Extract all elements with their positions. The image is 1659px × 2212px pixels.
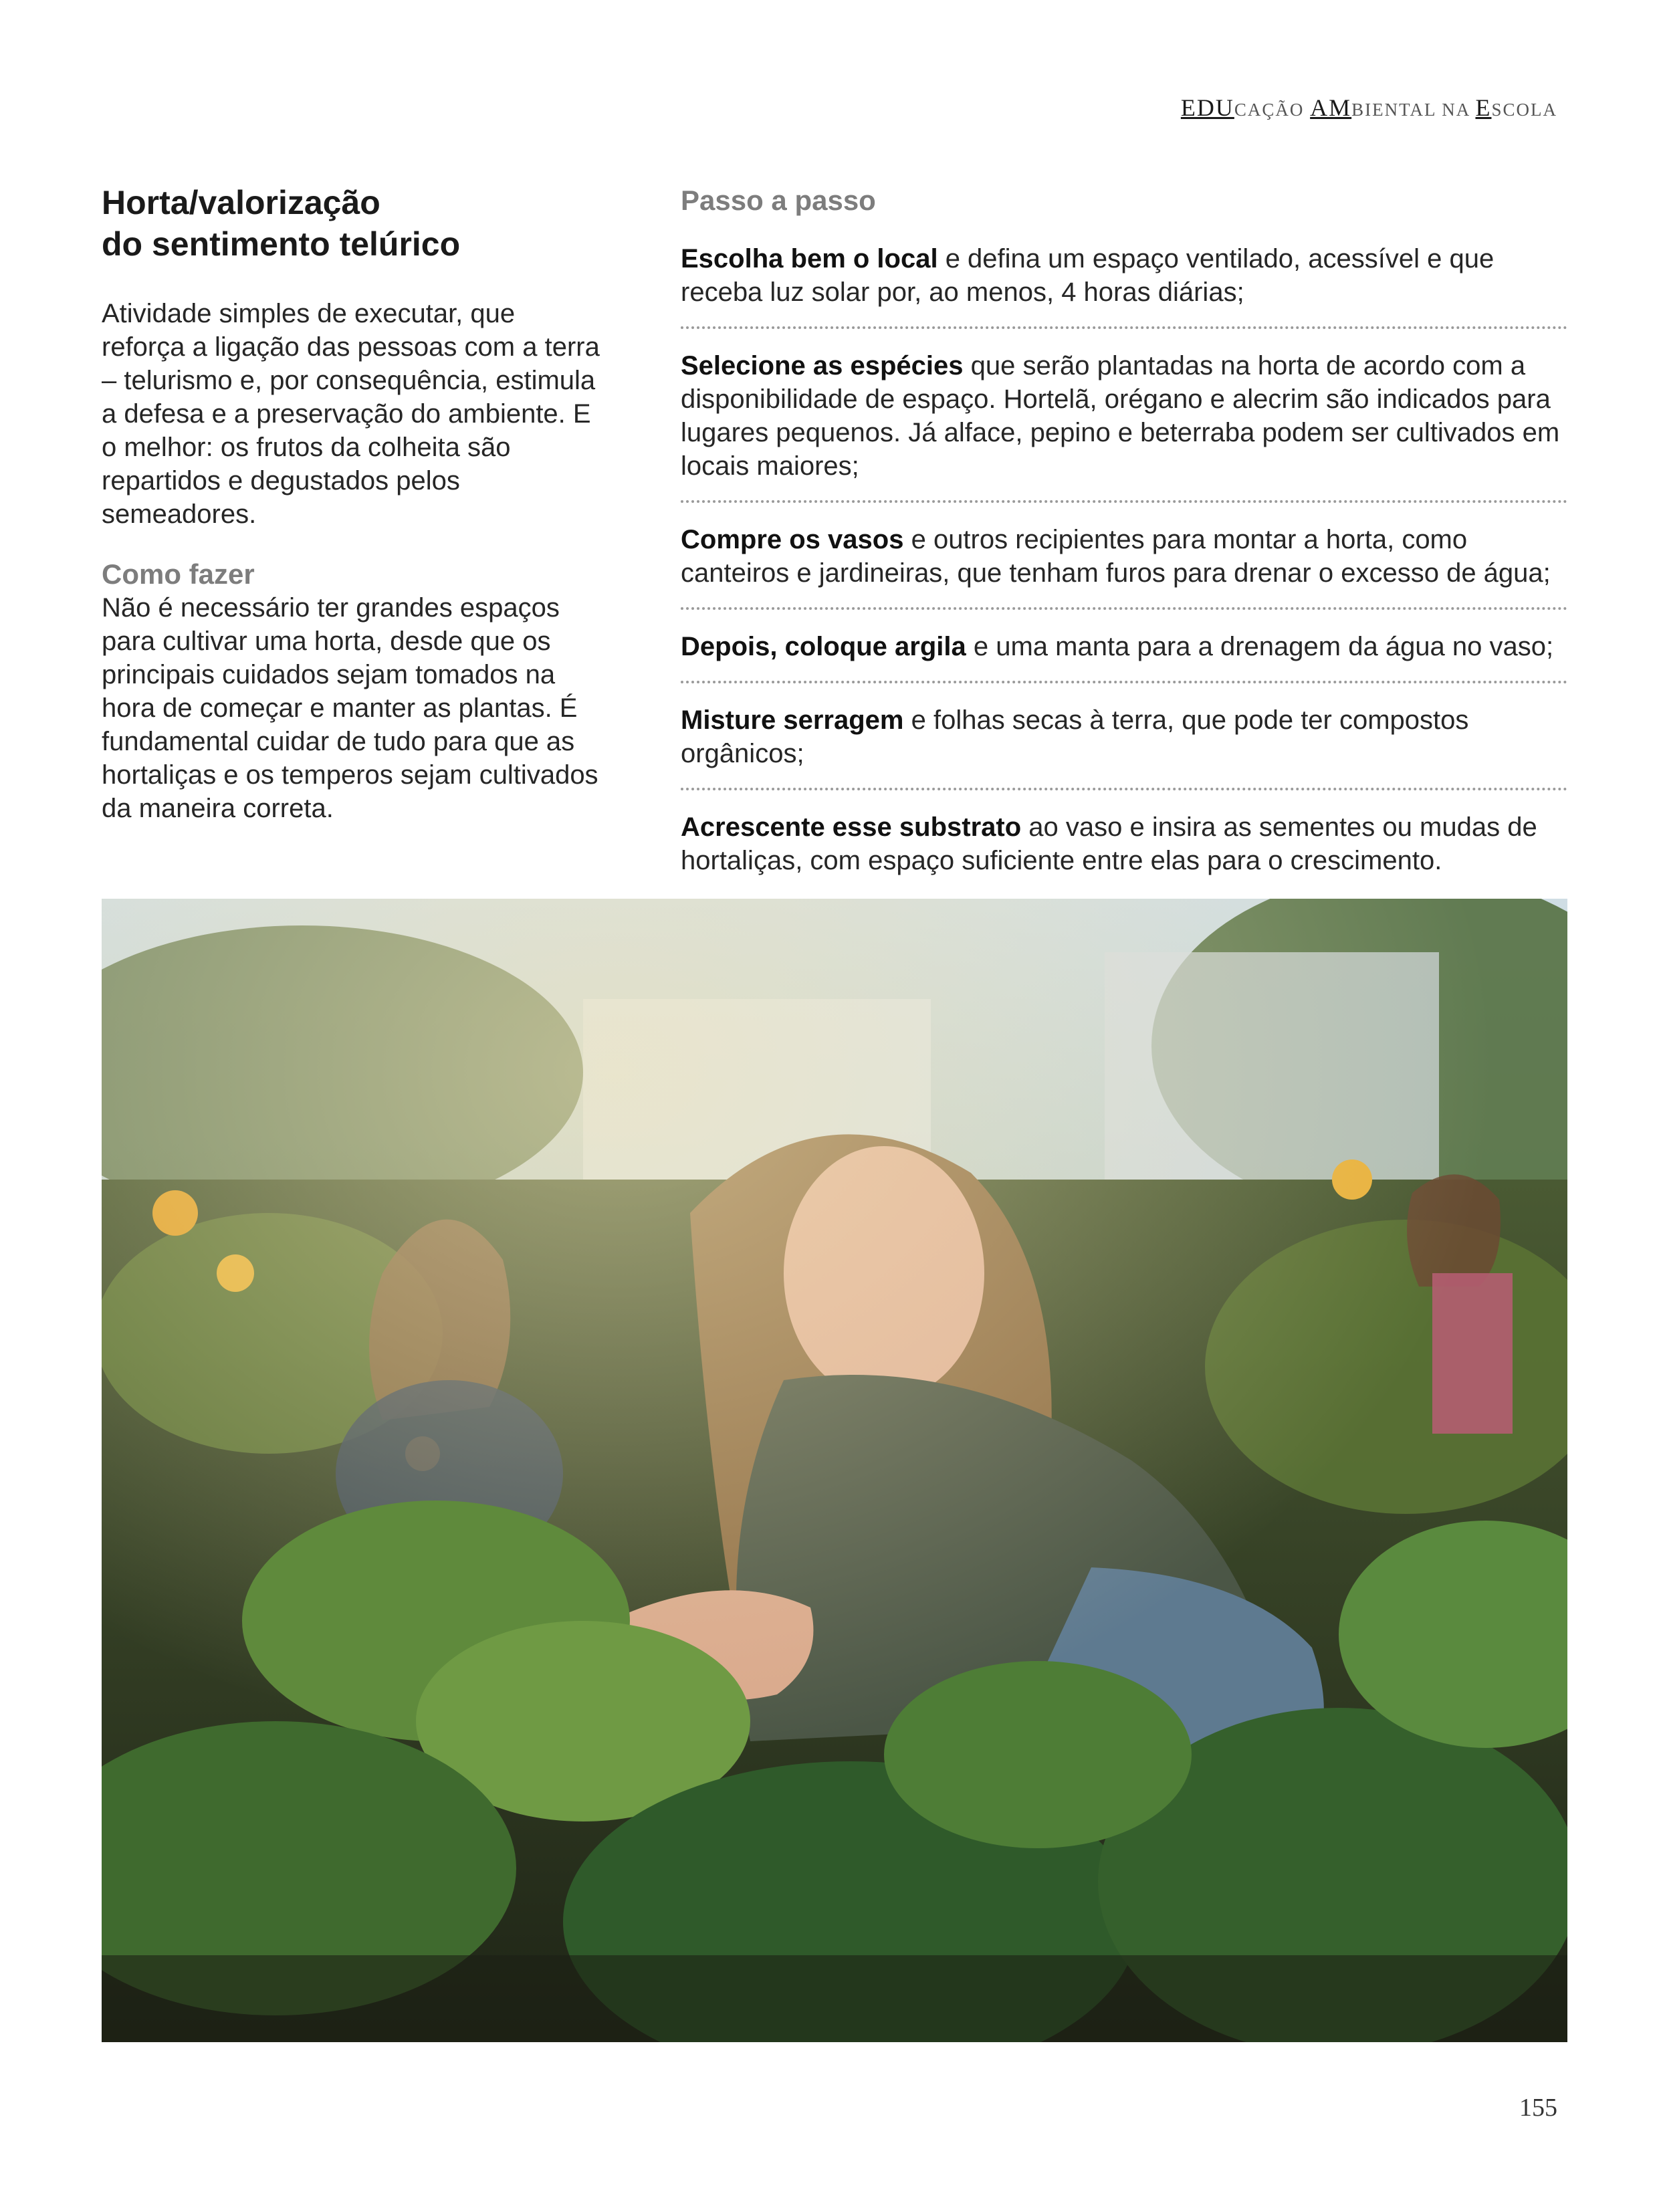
step-text: e outros recipientes para montar a horta, como canteiros e jardineiras, que tenham furos para drenar o excesso de água; bbox=[681, 525, 1551, 588]
running-head-edu: EDU bbox=[1180, 94, 1234, 121]
running-head-e-rest: SCOLA bbox=[1491, 100, 1557, 120]
step-item bbox=[681, 698, 1567, 790]
running-head bbox=[1181, 94, 1557, 122]
steps-title: Passo a passo bbox=[681, 185, 876, 216]
running-head-edu-rest: CAÇÃO bbox=[1234, 100, 1311, 120]
step-item bbox=[681, 805, 1567, 895]
how-to-body: Não é necessário ter grandes espaços para cultivar uma horta, desde que os principais cuidados sejam tomados na hora de começar e manter as plantas. É fundamental cuidar de tudo para que as hortaliças e os temperos sejam cultivados da maneira correta. bbox=[102, 593, 598, 823]
step-item bbox=[681, 518, 1567, 610]
section-title bbox=[102, 182, 600, 265]
running-head-am-rest: BIENTAL NA bbox=[1351, 100, 1476, 120]
step-item bbox=[681, 344, 1567, 503]
step-text: ao vaso e insira as sementes ou mudas de hortaliças, com espaço suficiente entre elas para o crescimento. bbox=[681, 812, 1537, 875]
step-bold: Selecione as espécies bbox=[681, 351, 964, 380]
step-bold: Escolha bem o local bbox=[681, 244, 938, 273]
title-line-1: Horta/valorização bbox=[102, 184, 380, 221]
step-item bbox=[681, 237, 1567, 329]
garden-photo bbox=[102, 899, 1567, 2042]
garden-illustration bbox=[102, 899, 1567, 2042]
step-bold: Misture serragem bbox=[681, 705, 904, 735]
title-line-2: do sentimento telúrico bbox=[102, 225, 461, 263]
step-item bbox=[681, 625, 1567, 683]
step-bold: Compre os vasos bbox=[681, 525, 904, 554]
step-text: e folhas secas à terra, que pode ter compostos orgânicos; bbox=[681, 705, 1469, 768]
running-head-am: AM bbox=[1310, 94, 1352, 121]
step-text: e defina um espaço ventilado, acessível e que receba luz solar por, ao menos, 4 horas diárias; bbox=[681, 244, 1495, 307]
intro-paragraph: Atividade simples de executar, que reforça a ligação das pessoas com a terra – telurismo e, por consequência, estimula a defesa e a preservação do ambiente. E o melhor: os frutos da colheita são repartidos e degustados pelos semeadores. bbox=[102, 299, 600, 529]
left-column bbox=[102, 182, 600, 825]
how-to-title: Como fazer bbox=[102, 558, 255, 590]
page-number: 155 bbox=[1519, 2094, 1557, 2122]
step-text: que serão plantadas na horta de acordo com a disponibilidade de espaço. Hortelã, orégano e alecrim são indicados para lugares pequenos. Já alface, pepino e beterraba podem ser cultivados em locais maiores; bbox=[681, 351, 1560, 481]
step-bold: Depois, coloque argila bbox=[681, 632, 966, 661]
step-bold: Acrescente esse substrato bbox=[681, 812, 1022, 842]
running-head-e: E bbox=[1475, 94, 1492, 121]
steps-column bbox=[681, 182, 1567, 909]
step-text: e uma manta para a drenagem da água no vaso; bbox=[966, 632, 1554, 661]
